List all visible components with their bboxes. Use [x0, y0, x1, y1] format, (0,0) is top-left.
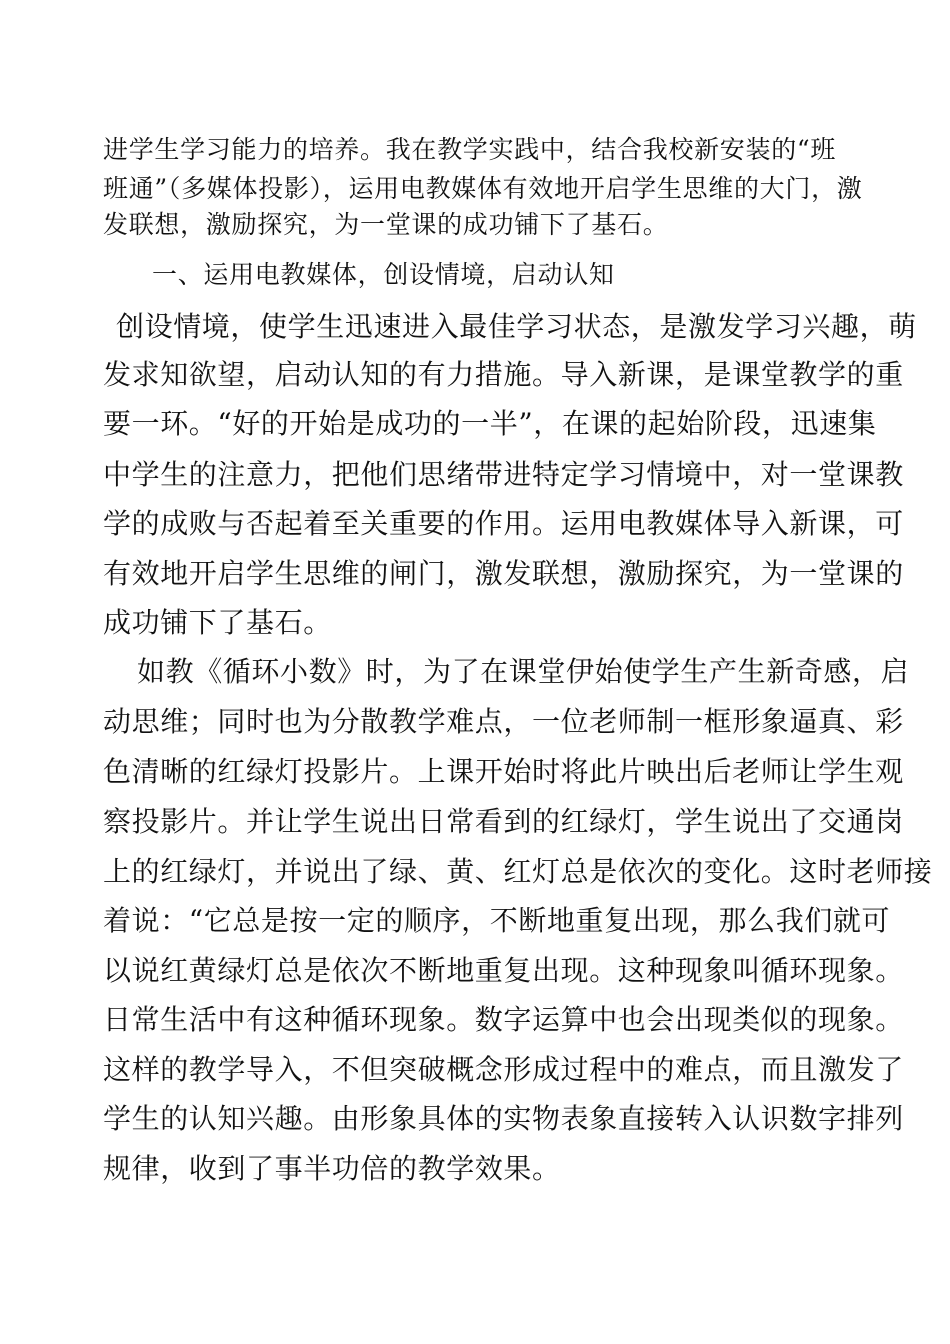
paragraph-line: 发求知欲望，启动认知的有力措施。导入新课，是课堂教学的重 — [103, 358, 904, 391]
intro-line: 进学生学习能力的培养。我在教学实践中，结合我校新安装的“班 — [103, 135, 837, 164]
section-heading: 一、运用电教媒体，创设情境，启动认知 — [152, 260, 615, 289]
intro-line: 班通”（多媒体投影），运用电教媒体有效地开启学生思维的大门，激 — [103, 174, 863, 203]
paragraph-line: 上的红绿灯，并说出了绿、黄、红灯总是依次的变化。这时老师接 — [103, 855, 933, 888]
paragraph-line: 成功铺下了基石。 — [103, 606, 332, 639]
paragraph-line: 以说红黄绿灯总是依次不断地重复出现。这种现象叫循环现象。 — [103, 954, 904, 987]
paragraph-line: 如教《循环小数》时，为了在课堂伊始使学生产生新奇感，启 — [137, 655, 910, 688]
paragraph-line: 察投影片。并让学生说出日常看到的红绿灯，学生说出了交通岗 — [103, 805, 904, 838]
intro-line: 发联想，激励探究，为一堂课的成功铺下了基石。 — [103, 210, 669, 239]
paragraph-line: 色清晰的红绿灯投影片。上课开始时将此片映出后老师让学生观 — [103, 755, 904, 788]
paragraph-line: 要一环。“好的开始是成功的一半”，在课的起始阶段，迅速集 — [103, 407, 877, 440]
paragraph-line: 中学生的注意力，把他们思绪带进特定学习情境中，对一堂课教 — [103, 458, 904, 491]
paragraph-line: 有效地开启学生思维的闸门，激发联想，激励探究，为一堂课的 — [103, 557, 904, 590]
paragraph-line: 着说：“它总是按一定的顺序，不断地重复出现，那么我们就可 — [103, 904, 891, 937]
paragraph-line: 这样的教学导入，不但突破概念形成过程中的难点，而且激发了 — [103, 1053, 904, 1086]
paragraph-line: 学生的认知兴趣。由形象具体的实物表象直接转入认识数字排列 — [103, 1102, 904, 1135]
paragraph-line: 创设情境，使学生迅速进入最佳学习状态，是激发学习兴趣，萌 — [116, 310, 917, 343]
paragraph-line: 动思维；同时也为分散教学难点，一位老师制一框形象逼真、彩 — [103, 705, 904, 738]
paragraph-line: 日常生活中有这种循环现象。数字运算中也会出现类似的现象。 — [103, 1003, 904, 1036]
paragraph-line: 学的成败与否起着至关重要的作用。运用电教媒体导入新课，可 — [103, 507, 904, 540]
paragraph-line: 规律，收到了事半功倍的教学效果。 — [103, 1152, 561, 1185]
